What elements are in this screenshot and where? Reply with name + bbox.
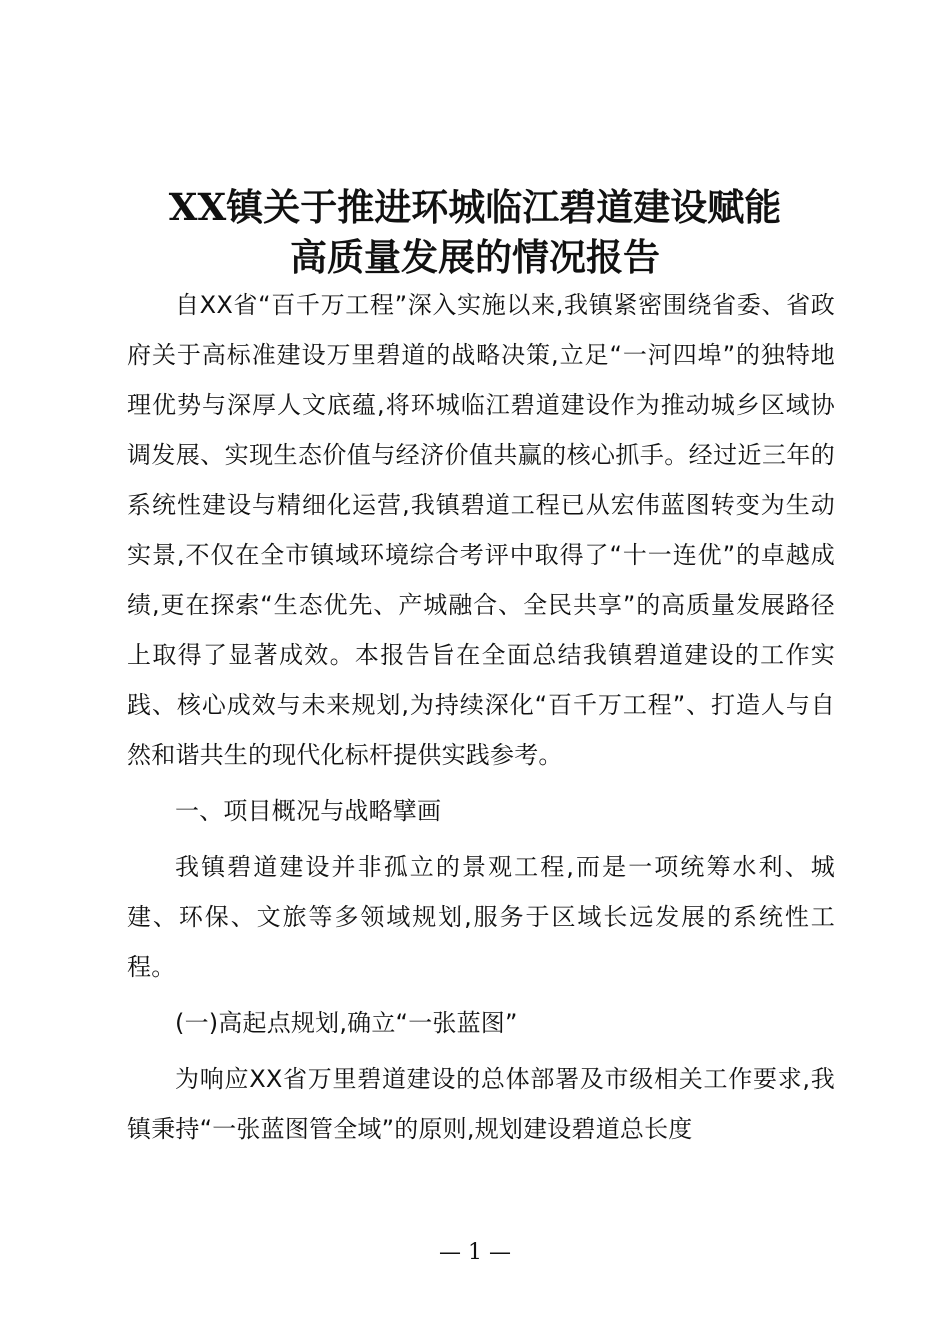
- section-heading-1: 一、项目概况与战略擘画: [175, 797, 442, 825]
- intro-paragraph: 自XX省“百千万工程”深入实施以来,我镇紧密围绕省委、省政府关于高标准建设万里碧道的战略决策,立足“一河四埠”的独特地理优势与深厚人文底蕴,将环城临江碧道建设作为推动城乡区域协调发展、实现生态价值与经济价值共赢的核心抓手。经过近三年的系统性建设与精细化运营,我镇碧道工程已从宏伟蓝图转变为生动实景,不仅在全市镇域环境综合考评中取得了“十一连优”的卓越成绩,更在探索“生态优先、产城融合、全民共享”的高质量发展路径上取得了显著成效。本报告旨在全面总结我镇碧道建设的工作实践、核心成效与未来规划,为持续深化“百千万工程”、打造人与自然和谐共生的现代化标杆提供实践参考。: [127, 291, 835, 769]
- subsection-paragraph-1: 为响应XX省万里碧道建设的总体部署及市级相关工作要求,我镇秉持“一张蓝图管全域”的原则,规划建设碧道总长度: [127, 1065, 835, 1143]
- page-number: — 1 —: [439, 1240, 511, 1265]
- document-body: [127, 280, 835, 1154]
- document-title: [110, 182, 840, 282]
- title-line-1: XX镇关于推进环城临江碧道建设赋能: [168, 185, 782, 229]
- subsection-heading-1: (一)高起点规划,确立“一张蓝图”: [175, 1009, 518, 1037]
- section-paragraph-1: 我镇碧道建设并非孤立的景观工程,而是一项统筹水利、城建、环保、文旅等多领域规划,服务于区域长远发展的系统性工程。: [127, 853, 835, 981]
- title-line-2: 高质量发展的情况报告: [290, 235, 660, 279]
